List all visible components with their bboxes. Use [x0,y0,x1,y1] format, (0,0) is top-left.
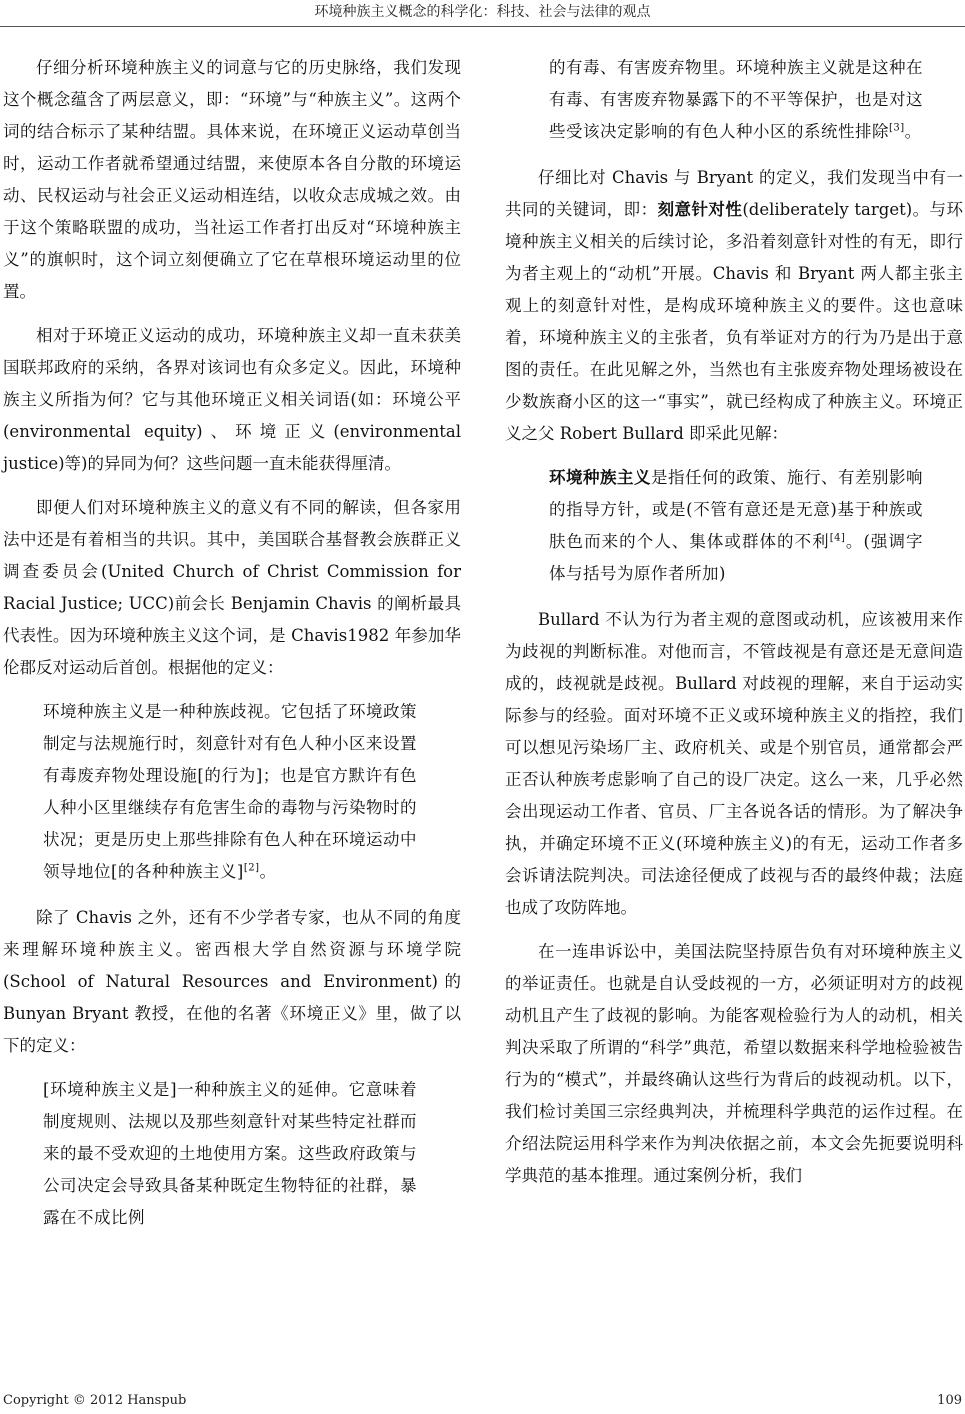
left-column [3,52,461,1248]
keyword-emphasis: 刻意针对性 [657,200,743,219]
paragraph-chavis-intro: 即便人们对环境种族主义的意义有不同的解读，但各家用法中还是有着相当的共识。其中，美国联合基督教会族群正义调查委员会(United Church of Christ Commission for Racial Justice; UCC)前会长 Benjamin Chavis 的阐析最具代表性。因为环境种族主义这个词，是 Chavis1982 年参加华伦郡反对运动后首创。根据他的定义： [3,498,461,677]
quote-end: 。 [904,122,922,141]
paragraph-etymology: 仔细分析环境种族主义的词意与它的历史脉络，我们发现这个概念蕴含了两层意义，即：“环境”与“种族主义”。这两个词的结合标示了某种结盟。具体来说，在环境正义运动草创当时，运动工作者就希望通过结盟，来使原本各自分散的环境运动、民权运动与社会正义运动相连结，以收众志成城之效。由于这个策略联盟的成功，当社运工作者打出反对“环境种族主义”的旗帜时，这个词立刻便确立了它在草根环境运动里的位置。 [3,58,461,301]
page-footer [3,1390,962,1412]
citation-ref[interactable]: [4] [829,532,846,544]
blockquote-bryant: [环境种族主义是]一种种族主义的延伸。它意味着制度规则、法规以及那些刻意针对某些特定社群而来的最不受欢迎的土地使用方案。这些政府政策与公司决定会导致具备某种既定生物特征的社群，暴露在不成比例 [43,1080,417,1227]
paragraph-bryant-intro: 除了 Chavis 之外，还有不少学者专家，也从不同的角度来理解环境种族主义。密西根大学自然资源与环境学院(School of Natural Resources and Environment)的 Bunyan Bryant 教授，在他的名著《环境正义》里，做了以下的定义： [3,908,461,1055]
quote-text: 的有毒、有害废弃物里。环境种族主义就是这种在有毒、有害废弃物暴露下的不平等保护，也是对这些受该决定影响的有色人种小区的系统性排除 [549,58,923,141]
paragraph-litigation: 在一连串诉讼中，美国法院坚持原告负有对环境种族主义的举证责任。也就是自认受歧视的一方，必须证明对方的歧视动机且产生了歧视的影响。为能客观检验行为人的动机，相关判决采取了所谓的“科学”典范，希望以数据来科学地检验被告行为的“模式”，并最终确认这些行为背后的歧视动机。以下，我们检讨美国三宗经典判决，并梳理科学典范的运作过程。在介绍法院运用科学来作为判决依据之前，本文会先扼要说明科学典范的基本推理。通过案例分析，我们 [505,942,963,1185]
page-number: 109 [937,1393,962,1408]
paragraph-bullard: Bullard 不认为行为者主观的意图或动机，应该被用来作为歧视的判断标准。对他而言，不管歧视是有意还是无意间造成的，歧视就是歧视。Bullard 对歧视的理解，来自于运动实际参与的经验。面对环境不正义或环境种族主义的指控，我们可以想见污染场厂主、政府机关、或是个别官员，通常都会严正否认种族考虑影响了自己的设厂决定。这么一来，几乎必然会出现运动工作者、官员、厂主各说各话的情形。为了解决争执，并确定环境不正义(环境种族主义)的有无，运动工作者多会诉请法院判决。司法途径便成了歧视与否的最终仲裁；法庭也成了攻防阵地。 [505,610,963,917]
quote-end: 。 [259,862,277,881]
header-divider [0,26,965,27]
copyright-notice: Copyright © 2012 Hanspub [3,1393,187,1408]
paragraph-comparison [505,162,963,450]
right-column [505,52,963,1204]
quote-end: 。(强调字体与括号为原作者所加) [549,532,924,583]
paragraph-definitions: 相对于环境正义运动的成功，环境种族主义却一直未获美国联邦政府的采纳，各界对该词也有众多定义。因此，环境种族主义所指为何？它与其他环境正义相关词语(如：环境公平(environmental equity)、环境正义(environmental justice)等)的异同为何？这些问题一直未能获得厘清。 [3,326,461,473]
keyword-emphasis: 环境种族主义 [549,468,651,487]
text-segment: 仔细比对 Chavis 与 Bryant 的定义，我们发现当中有一共同的关键词，即： [505,168,963,219]
quote-text: 环境种族主义是一种种族歧视。它包括了环境政策制定与法规施行时，刻意针对有色人种小区来设置有毒废弃物处理设施[的行为]；也是官方默许有色人种小区里继续存有危害生命的毒物与污染物时的状况；更是历史上那些排除有色人种在环境运动中领导地位[的各种种族主义] [43,702,417,881]
blockquote-chavis [43,696,417,888]
citation-ref[interactable]: [2] [243,862,260,874]
blockquote-bullard [549,462,923,590]
running-header: 环境种族主义概念的科学化：科技、社会与法律的观点 [314,4,651,20]
text-segment: (deliberately target)。与环境种族主义相关的后续讨论，多沿着刻意针对性的有无，即行为者主观上的“动机”开展。Chavis 和 Bryant 两人都主张主观上的刻意针对性，是构成环境种族主义的要件。这也意味着，环境种族主义的主张者，负有举证对方的行为乃是出于意图的责任。在此见解之外，当然也有主张废弃物处理场被设在少数族裔小区的这一“事实”，就已经构成了种族主义。环境正义之父 Robert Bullard 即采此见解： [505,200,964,443]
blockquote-bryant-continued [549,52,923,148]
citation-ref[interactable]: [3] [889,122,905,134]
quote-text: 是指任何的政策、施行、有差别影响的指导方针，或是(不管有意还是无意)基于种族或肤色而来的个人、集体或群体的不利 [549,468,923,551]
